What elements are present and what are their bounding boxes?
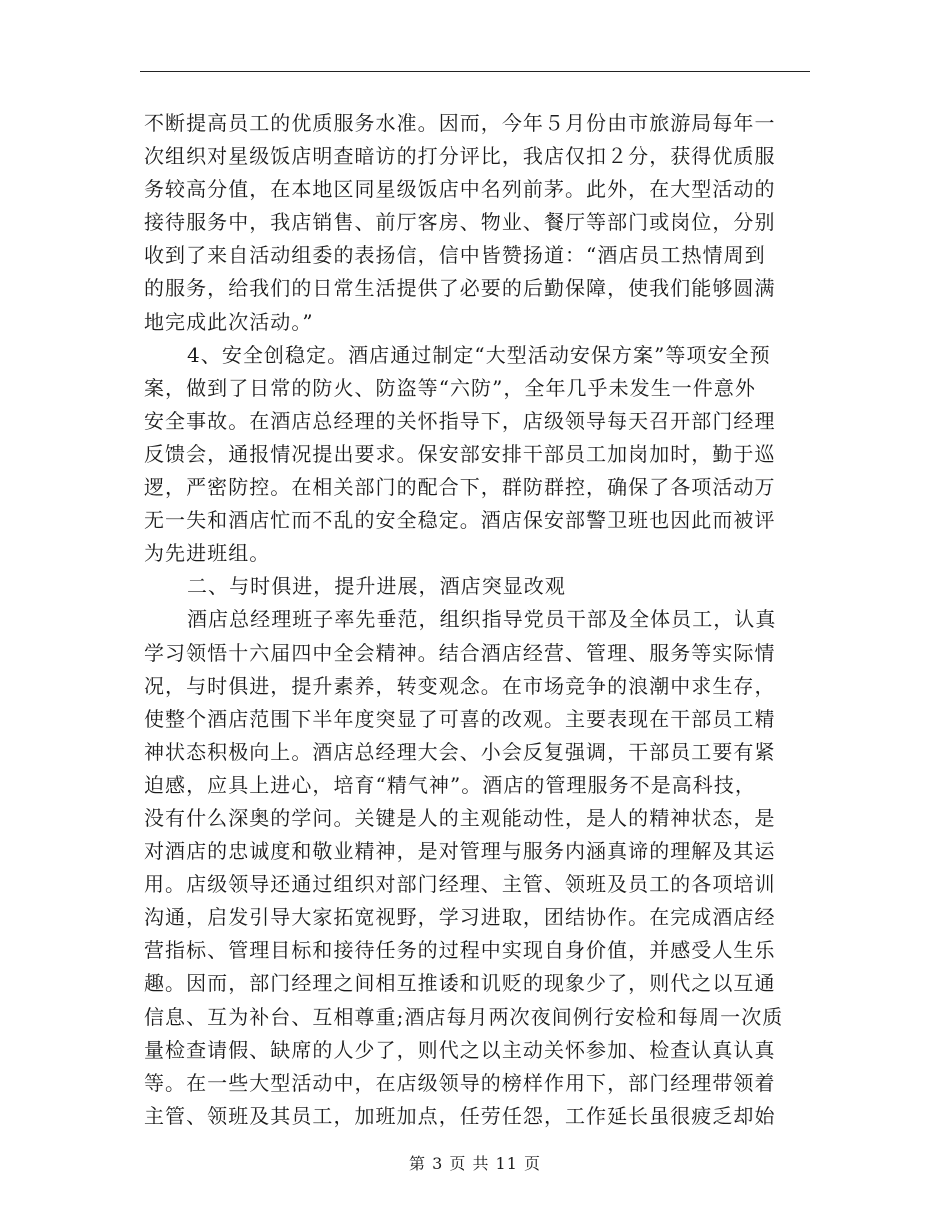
body-line: 不断提高员工的优质服务水准。因而，今年５月份由市旅游局每年一 xyxy=(144,111,776,135)
document-body xyxy=(144,107,804,1133)
body-line: 接待服务中，我店销售、前厅客房、物业、餐厅等部门或岗位，分别 xyxy=(144,210,776,235)
body-line: 营指标、管理目标和接待任务的过程中实现自身价值，并感受人生乐 xyxy=(144,938,776,963)
section-heading: 二、与时俱进，提升进展，酒店突显改观 xyxy=(187,574,566,599)
paragraph-start-line: 酒店总经理班子率先垂范，组织指导党员干部及全体员工，认真 xyxy=(187,607,777,632)
body-line: 没有什么深奥的学问。关键是人的主观能动性，是人的精神状态，是 xyxy=(144,805,776,830)
body-line: 沟通，启发引导大家拓宽视野，学习进取，团结协作。在完成酒店经 xyxy=(144,905,776,930)
body-line: 等。在一些大型活动中，在店级领导的榜样作用下，部门经理带领着 xyxy=(144,1070,776,1095)
body-line: 次组织对星级饭店明查暗访的打分评比，我店仅扣２分，获得优质服 xyxy=(144,144,776,169)
body-line: 反馈会，通报情况提出要求。保安部安排干部员工加岗加时，勤于巡 xyxy=(144,441,776,466)
body-line: 收到了来自活动组委的表扬信，信中皆赞扬道：“酒店员工热情周到 xyxy=(144,243,766,268)
body-line: 学习领悟十六届四中全会精神。结合酒店经营、管理、服务等实际情 xyxy=(144,640,776,665)
body-line: 的服务，给我们的日常生活提供了必要的后勤保障，使我们能够圆满 xyxy=(144,276,776,301)
body-line: 趣。因而，部门经理之间相互推诿和讥贬的现象少了，则代之以互通 xyxy=(144,971,776,996)
body-line: 务较高分值，在本地区同星级饭店中名列前茅。此外，在大型活动的 xyxy=(144,177,776,202)
body-line: 神状态积极向上。酒店总经理大会、小会反复强调，干部员工要有紧 xyxy=(144,739,776,764)
body-line: 使整个酒店范围下半年度突显了可喜的改观。主要表现在干部员工精 xyxy=(144,706,776,731)
body-line: 信息、互为补台、互相尊重;酒店每月两次夜间例行安检和每周一次质 xyxy=(144,1004,784,1029)
header-rule xyxy=(140,71,810,72)
body-line: 量检查请假、缺席的人少了，则代之以主动关怀参加、检查认真认真 xyxy=(144,1037,776,1062)
body-line: 对酒店的忠诚度和敬业精神，是对管理与服务内涵真谛的理解及其运 xyxy=(144,839,776,864)
body-line: 用。店级领导还通过组织对部门经理、主管、领班及员工的各项培训 xyxy=(144,872,776,897)
body-line: 迫感，应具上进心，培育“精气神”。酒店的管理服务不是高科技， xyxy=(144,772,756,797)
body-line: 逻，严密防控。在相关部门的配合下，群防群控，确保了各项活动万 xyxy=(144,475,776,500)
body-line: 案，做到了日常的防火、防盗等“六防”，全年几乎未发生一件意外 xyxy=(144,375,756,400)
body-line: 况，与时俱进，提升素养，转变观念。在市场竞争的浪潮中求生存， xyxy=(144,673,776,698)
body-line: 主管、领班及其员工，加班加点，任劳任怨，工作延长虽很疲乏却始 xyxy=(144,1103,776,1128)
body-line: 地完成此次活动。” xyxy=(144,309,314,334)
body-line: 无一失和酒店忙而不乱的安全稳定。酒店保安部警卫班也因此而被评 xyxy=(144,508,776,533)
body-line: 为先进班组。 xyxy=(144,541,271,566)
paragraph-start-line: 4、安全创稳定。酒店通过制定“大型活动安保方案”等项安全预 xyxy=(187,342,771,367)
page-number: 第 3 页 共 11 页 xyxy=(409,1154,541,1173)
body-line: 安全事故。在酒店总经理的关怀指导下，店级领导每天召开部门经理 xyxy=(144,408,776,433)
